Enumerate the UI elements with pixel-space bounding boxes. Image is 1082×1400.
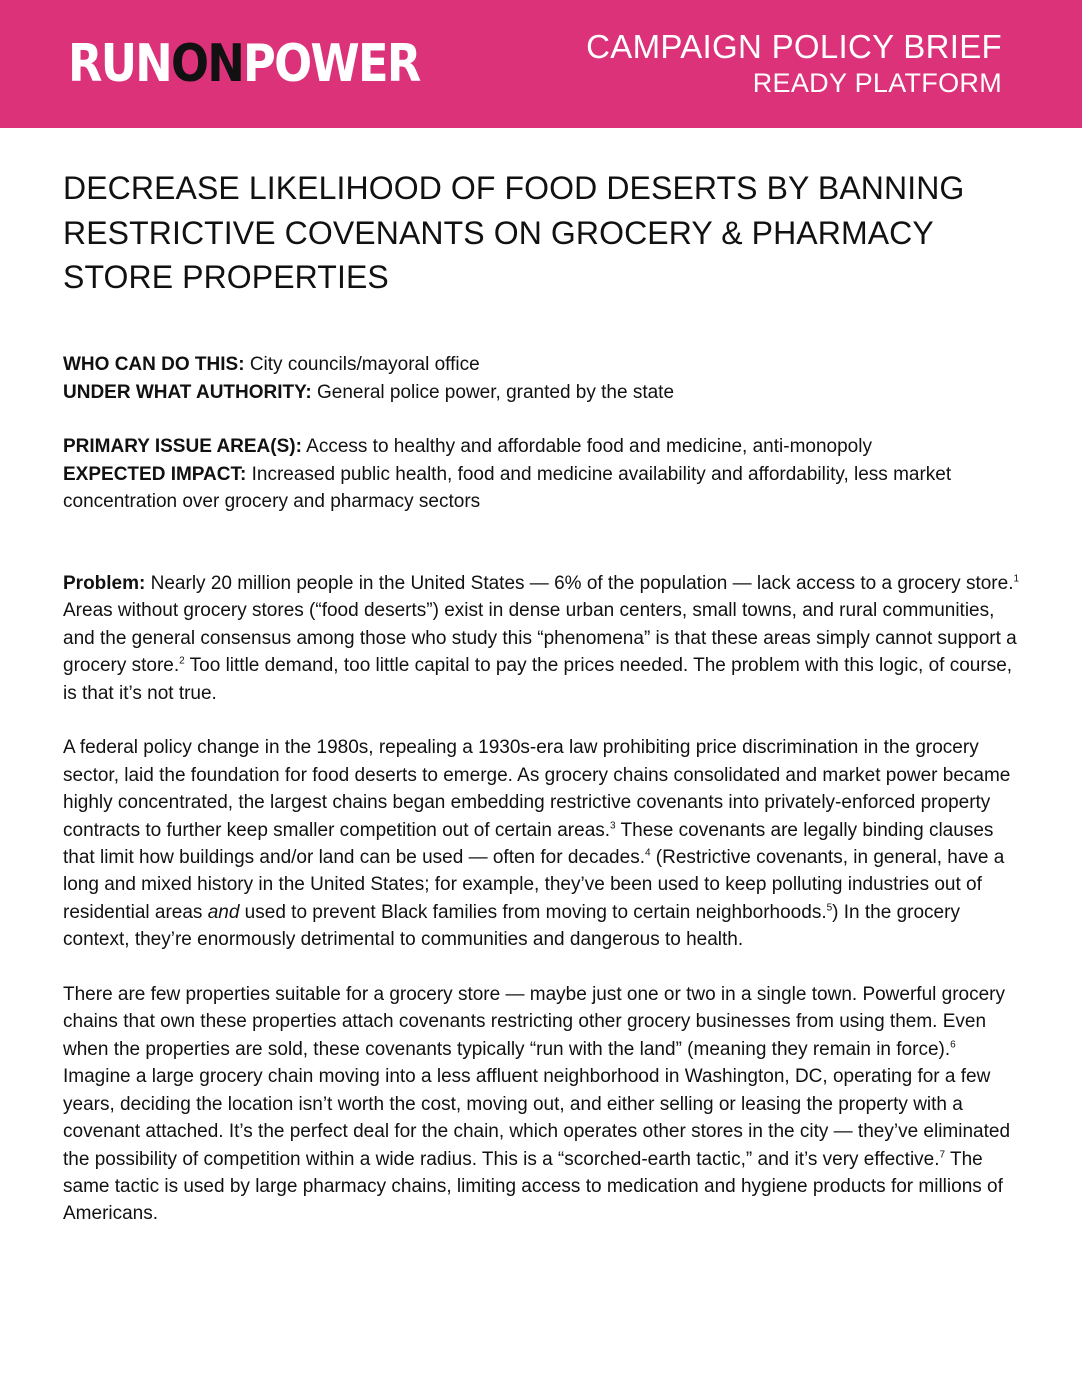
impact-label: EXPECTED IMPACT:: [63, 463, 247, 485]
problem-label: Problem:: [63, 573, 146, 594]
who-can-do-this: [63, 351, 1033, 379]
footnote-ref: 4: [644, 847, 651, 859]
emphasis-and: and: [207, 901, 240, 923]
under-what-authority: [63, 379, 1033, 407]
expected-impact: [63, 461, 1033, 516]
footnote-ref: 5: [826, 902, 833, 914]
footnote-ref: 1: [1013, 573, 1020, 585]
document-title: DECREASE LIKELIHOOD OF FOOD DESERTS BY BANNING RESTRICTIVE COVENANTS ON GROCERY & PHARMACY STORE PROPERTIES: [63, 170, 965, 295]
brief-title: CAMPAIGN POLICY BRIEF: [586, 28, 1002, 65]
paragraph-text: Nearly 20 million people in the United States — 6% of the population — lack access to a grocery store.: [145, 573, 1014, 594]
footnote-ref: 7: [939, 1149, 946, 1161]
paragraph-text: Imagine a large grocery chain moving into a less affluent neighborhood in Washington, DC, operating for a few years, deciding the location isn’t worth the cost, moving out, and either selling or leasing the property with a covenant attached. It’s the perfect deal for the chain, which operates other stores in the city — they’ve eliminated the possibility of competition within a wide radius. This is a “scorched-earth tactic,” and it’s very effective.: [63, 1066, 1011, 1170]
paragraph-text: A federal policy change in the 1980s, repealing a 1930s-era law prohibiting price discrimination in the grocery sector, laid the foundation for food deserts to emerge. As grocery chains consolidated and market power became highly concentrated, the largest chains began embedding restrictive covenants into privately-enforced property contracts to further keep smaller competition out of certain areas.: [63, 737, 1011, 841]
impact-block: [63, 433, 1033, 516]
paragraph-text: ) In the grocery context, they’re enormously detrimental to communities and dangerous to health.: [63, 901, 960, 951]
run-on-power-logo: [68, 34, 420, 94]
paragraph-text: There are few properties suitable for a grocery store — maybe just one or two in a single town. Powerful grocery chains that own these properties attach covenants restricting other grocery businesses from using them. Even when the properties are sold, these covenants typically “run with the land” (meaning they remain in force).: [63, 984, 1005, 1060]
tactic-paragraph: [63, 981, 1028, 1228]
primary-issue-areas: [63, 433, 1033, 461]
logo-part-on: ON: [171, 34, 244, 94]
page-header: [0, 0, 1082, 128]
footnote-ref: 3: [610, 820, 616, 832]
who-value: City councils/mayoral office: [244, 354, 480, 375]
who-label: WHO CAN DO THIS:: [63, 354, 245, 375]
authority-label: UNDER WHAT AUTHORITY:: [63, 381, 312, 403]
paragraph-text: Areas without grocery stores (“food deserts”) exist in dense urban centers, small towns, and rural communities, and the general consensus among those who study this “phenomena” is that these areas simply cannot support a grocery store.: [63, 600, 1017, 677]
logo-part-power: POWER: [243, 34, 420, 94]
footnote-ref: 2: [179, 655, 185, 667]
paragraph-text: These covenants are legally binding clauses that limit how buildings and/or land can be used — often for decades.: [63, 819, 994, 869]
paragraph-text: Too little demand, too little capital to pay the prices needed. The problem with this logic, of course, is that it’s not true.: [63, 655, 1013, 704]
problem-paragraph: [63, 570, 1028, 707]
body-text: [63, 570, 1028, 1255]
paragraph-text: The same tactic is used by large pharmacy chains, limiting access to medication and hygiene products for millions of Americans.: [63, 1148, 1003, 1225]
paragraph-text: used to prevent Black families from moving to certain neighborhoods.: [239, 901, 827, 923]
paragraph-text: (Restrictive covenants, in general, have a long and mixed history in the United States; for example, they’ve been used to keep polluting industries out of residential areas: [63, 847, 1005, 923]
issue-label: PRIMARY ISSUE AREA(S):: [63, 436, 302, 457]
issue-value: Access to healthy and affordable food and medicine, anti-monopoly: [301, 436, 872, 457]
impact-value: Increased public health, food and medicine availability and affordability, less market concentration over grocery and pharmacy sectors: [63, 463, 952, 512]
logo-part-run: RUN: [68, 34, 172, 94]
authority-value: General police power, granted by the state: [311, 381, 675, 403]
history-paragraph: [63, 734, 1028, 953]
authority-block: [63, 351, 1033, 406]
brief-subtitle: READY PLATFORM: [752, 68, 1002, 98]
footnote-ref: 6: [950, 1039, 956, 1051]
brief-title-block: [586, 28, 1002, 100]
